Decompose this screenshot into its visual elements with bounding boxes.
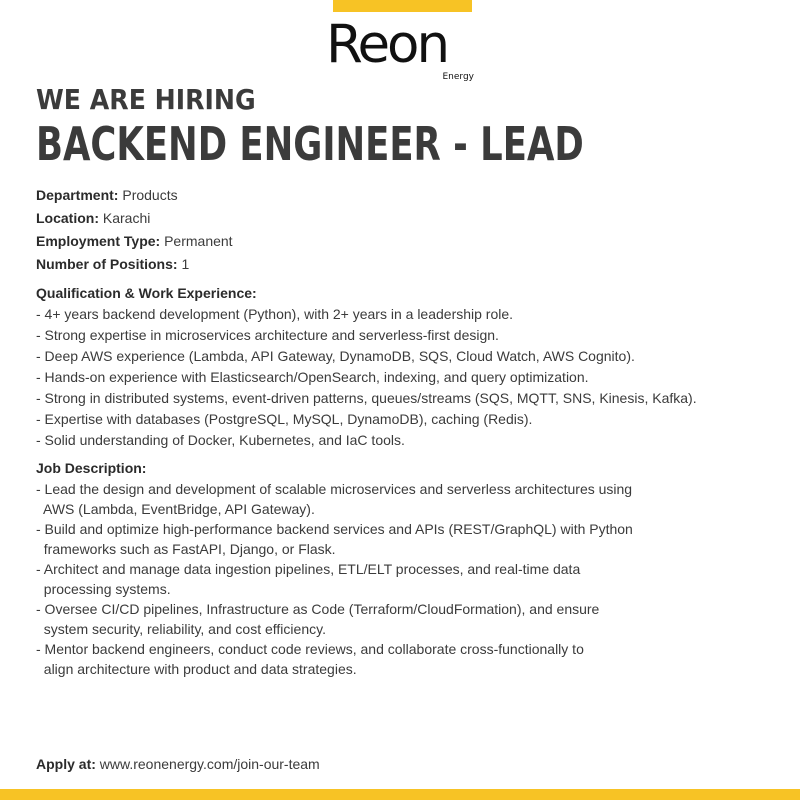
qualification-section [36,283,776,451]
employment-type-row [36,230,776,253]
department-value: Products [118,187,178,203]
qualification-heading: Qualification & Work Experience: [36,285,257,301]
apply-line [36,754,320,774]
job-description-item: - Mentor backend engineers, conduct code reviews, and collaborate cross-functionally to align architecture with product and data strategies. [36,641,584,677]
positions-row [36,253,776,276]
job-title: BACKEND ENGINEER - LEAD [36,117,584,171]
logo-wordmark: Reon [326,14,448,75]
qualification-item: - Expertise with databases (PostgreSQL, MySQL, DynamoDB), caching (Redis). [36,411,533,427]
job-description-item: - Build and optimize high-performance backend services and APIs (REST/GraphQL) with Python frameworks such as FastAPI, Django, or Flask. [36,521,633,557]
logo-subtitle: Energy [442,72,474,82]
apply-label: Apply at: [36,756,96,772]
job-description-item: - Oversee CI/CD pipelines, Infrastructure as Code (Terraform/CloudFormation), and ensure system security, reliability, and cost efficiency. [36,601,600,637]
qualification-item: - Solid understanding of Docker, Kubernetes, and IaC tools. [36,432,405,448]
top-accent-bar [333,0,472,12]
qualification-item: - Strong in distributed systems, event-driven patterns, queues/streams (SQS, MQTT, SNS, Kinesis, Kafka). [36,390,697,406]
job-description-item: - Lead the design and development of scalable microservices and serverless architectures using AWS (Lambda, EventBridge, API Gateway). [36,481,633,517]
qualification-item: - Strong expertise in microservices architecture and serverless-first design. [36,327,499,343]
employment-type-value: Permanent [160,233,233,249]
qualification-item: - Hands-on experience with Elasticsearch/OpenSearch, indexing, and query optimization. [36,369,589,385]
job-description-heading: Job Description: [36,460,147,476]
bottom-accent-bar [0,789,800,800]
job-description-item: - Architect and manage data ingestion pipelines, ETL/ELT processes, and real-time data processing systems. [36,561,581,597]
positions-value: 1 [177,256,190,272]
job-details [36,184,776,276]
job-description-section [36,458,776,679]
positions-label: Number of Positions: [36,256,178,272]
hiring-heading: WE ARE HIRING [36,83,256,116]
reon-energy-logo [326,14,476,86]
department-row [36,184,776,207]
location-label: Location: [36,210,99,226]
qualification-item: - Deep AWS experience (Lambda, API Gateway, DynamoDB, SQS, Cloud Watch, AWS Cognito). [36,348,635,364]
department-label: Department: [36,187,119,203]
location-value: Karachi [99,210,151,226]
employment-type-label: Employment Type: [36,233,161,249]
apply-url[interactable]: www.reonenergy.com/join-our-team [95,756,320,772]
qualification-item: - 4+ years backend development (Python), with 2+ years in a leadership role. [36,306,514,322]
location-row [36,207,776,230]
